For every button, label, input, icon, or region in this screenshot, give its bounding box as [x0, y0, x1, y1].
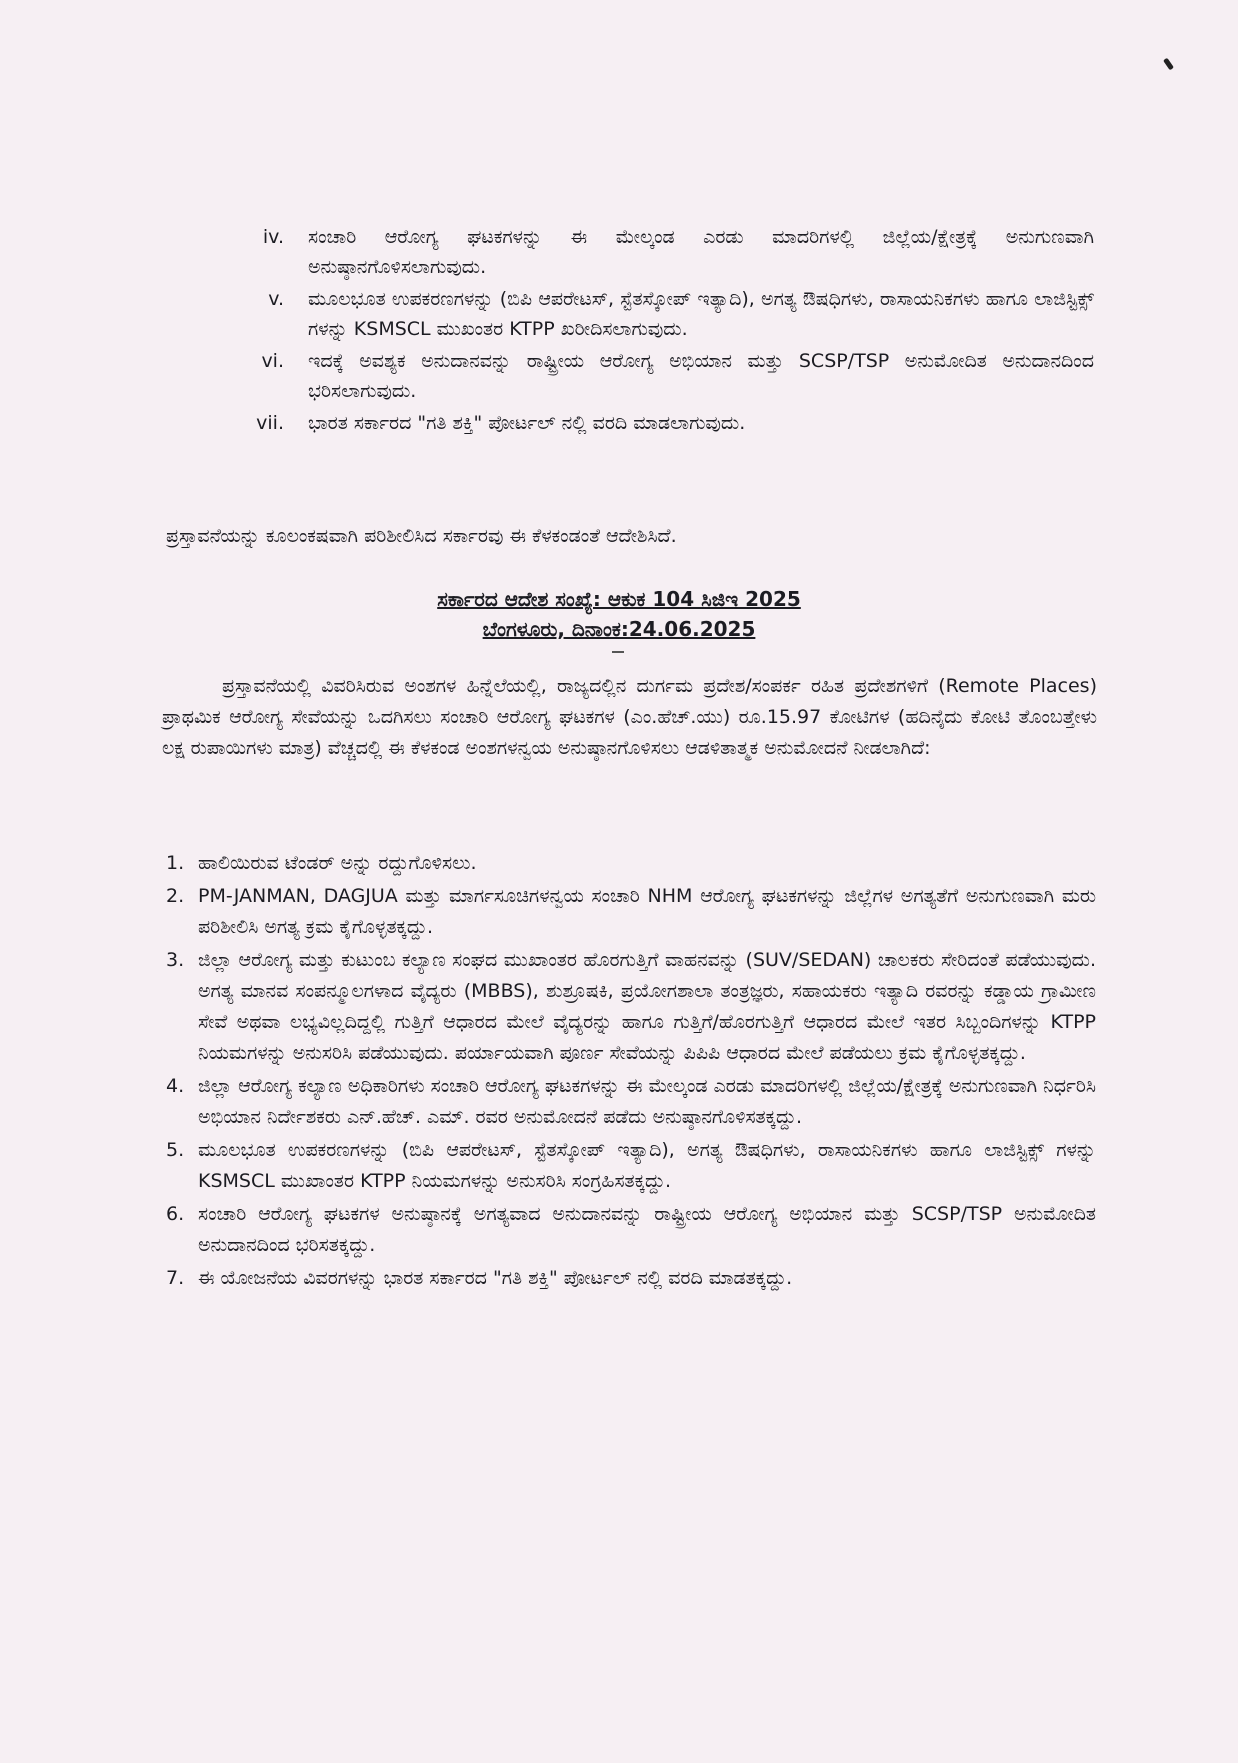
list-item-number: 4.: [166, 1075, 185, 1097]
list-item-text: ಸಂಚಾರಿ ಆರೋಗ್ಯ ಘಟಕಗಳನ್ನು ಈ ಮೇಲ್ಕಂಡ ಎರಡು ಮಾದರಿಗಳಲ್ಲಿ ಜಿಲ್ಲೆಯ/ಕ್ಷೇತ್ರಕ್ಕೆ ಅನುಗುಣವಾಗಿ ಅನುಷ್ಠಾನಗೊಳಿಸಲಾಗುವುದು.: [308, 226, 1094, 278]
list-item: [232, 284, 1094, 344]
list-item-text: ಜಿಲ್ಲಾ ಆರೋಗ್ಯ ಮತ್ತು ಕುಟುಂಬ ಕಲ್ಯಾಣ ಸಂಘದ ಮುಖಾಂತರ ಹೊರಗುತ್ತಿಗೆ ವಾಹನವನ್ನು (SUV/SEDAN) ಚಾಲಕರು ಸೇರಿದಂತೆ ಪಡೆಯುವುದು. ಅಗತ್ಯ ಮಾನವ ಸಂಪನ್ಮೂಲಗಳಾದ ವೈದ್ಯರು (MBBS), ಶುಶ್ರೂಷಕಿ, ಪ್ರಯೋಗಶಾಲಾ ತಂತ್ರಜ್ಞರು, ಸಹಾಯಕರು ಇತ್ಯಾದಿ ರವರನ್ನು ಕಡ್ಡಾಯ ಗ್ರಾಮೀಣ ಸೇವೆ ಅಥವಾ ಲಭ್ಯವಿಲ್ಲದಿದ್ದಲ್ಲಿ ಗುತ್ತಿಗೆ ಆಧಾರದ ಮೇಲೆ ವೈದ್ಯರನ್ನು ಹಾಗೂ ಗುತ್ತಿಗೆ/ಹೊರಗುತ್ತಿಗೆ ಆಧಾರದ ಮೇಲೆ ಇತರ ಸಿಬ್ಬಂದಿಗಳನ್ನು KTPP ನಿಯಮಗಳನ್ನು ಅನುಸರಿಸಿ ಪಡೆಯುವುದು. ಪರ್ಯಾಯವಾಗಿ ಪೂರ್ಣ ಸೇವೆಯನ್ನು ಪಿಪಿಪಿ ಆಧಾರದ ಮೇಲೆ ಪಡೆಯಲು ಕ್ರಮ ಕೈಗೊಳ್ಳತಕ್ಕದ್ದು.: [198, 949, 1096, 1064]
list-item-text: ಭಾರತ ಸರ್ಕಾರದ "ಗತಿ ಶಕ್ತಿ" ಪೋರ್ಟಲ್ ನಲ್ಲಿ ವರದಿ ಮಾಡಲಾಗುವುದು.: [308, 412, 746, 434]
list-item-text: ಜಿಲ್ಲಾ ಆರೋಗ್ಯ ಕಲ್ಯಾಣ ಅಧಿಕಾರಿಗಳು ಸಂಚಾರಿ ಆರೋಗ್ಯ ಘಟಕಗಳನ್ನು ಈ ಮೇಲ್ಕಂಡ ಎರಡು ಮಾದರಿಗಳಲ್ಲಿ ಜಿಲ್ಲೆಯ/ಕ್ಷೇತ್ರಕ್ಕೆ ಅನುಗುಣವಾಗಿ ನಿರ್ಧರಿಸಿ ಅಭಿಯಾನ ನಿರ್ದೇಶಕರು ಎನ್.ಹೆಚ್. ಎಮ್. ರವರ ಅನುಮೋದನೆ ಪಡೆದು ಅನುಷ್ಠಾನಗೊಳಿಸತಕ್ಕದ್ದು.: [198, 1075, 1096, 1128]
list-item-text: PM-JANMAN, DAGJUA ಮತ್ತು ಮಾರ್ಗಸೂಚಿಗಳನ್ವಯ ಸಂಚಾರಿ NHM ಆರೋಗ್ಯ ಘಟಕಗಳನ್ನು ಜಿಲ್ಲೆಗಳ ಅಗತ್ಯತೆಗೆ ಅನುಗುಣವಾಗಿ ಮರು ಪರಿಶೀಲಿಸಿ ಅಗತ್ಯ ಕ್ರಮ ಕೈಗೊಳ್ಳತಕ್ಕದ್ದು.: [198, 885, 1096, 938]
list-item: [166, 1071, 1096, 1133]
list-item-number: 5.: [166, 1139, 185, 1161]
list-item-text: ಸಂಚಾರಿ ಆರೋಗ್ಯ ಘಟಕಗಳ ಅನುಷ್ಠಾನಕ್ಕೆ ಅಗತ್ಯವಾದ ಅನುದಾನವನ್ನು ರಾಷ್ಟ್ರೀಯ ಆರೋಗ್ಯ ಅಭಿಯಾನ ಮತ್ತು SCSP/TSP ಅನುಮೋದಿತ ಅನುದಾನದಿಂದ ಭರಿಸತಕ್ಕದ್ದು.: [198, 1203, 1096, 1256]
list-item-number: 1.: [166, 852, 185, 874]
order-heading: [0, 584, 1238, 644]
intro-sentence: ಪ್ರಸ್ತಾವನೆಯನ್ನು ಕೂಲಂಕಷವಾಗಿ ಪರಿಶೀಲಿಸಿದ ಸರ್ಕಾರವು ಈ ಕೆಳಕಂಡಂತೆ ಆದೇಶಿಸಿದೆ.: [166, 525, 677, 547]
list-item: [166, 881, 1096, 943]
list-item-text: ಹಾಲಿಯಿರುವ ಟೆಂಡರ್ ಅನ್ನು ರದ್ದುಗೊಳಿಸಲು.: [198, 852, 477, 874]
list-item: [166, 848, 1096, 879]
list-item-number: 3.: [166, 949, 185, 971]
corner-tick-mark: [1163, 58, 1174, 71]
roman-numbered-list: [232, 222, 1094, 440]
order-date: ಬೆಂಗಳೂರು, ದಿನಾಂಕ:24.06.2025: [482, 617, 756, 641]
list-item-text: ಈ ಯೋಜನೆಯ ವಿವರಗಳನ್ನು ಭಾರತ ಸರ್ಕಾರದ "ಗತಿ ಶಕ್ತಿ" ಪೋರ್ಟಲ್ ನಲ್ಲಿ ವರದಿ ಮಾಡತಕ್ಕದ್ದು.: [198, 1267, 793, 1289]
list-item-number: 6.: [166, 1203, 185, 1225]
list-item-number: 7.: [166, 1267, 185, 1289]
list-item: [166, 1263, 1096, 1294]
order-number: ಸರ್ಕಾರದ ಆದೇಶ ಸಂಖ್ಯೆ: ಆಕುಕ 104 ಸಿಜಿಇ 2025: [437, 587, 801, 611]
list-item-number: 2.: [166, 885, 185, 907]
list-item: [232, 408, 1094, 438]
list-item: [166, 1199, 1096, 1261]
small-dash-mark: [612, 651, 624, 653]
list-item-text: ಮೂಲಭೂತ ಉಪಕರಣಗಳನ್ನು (ಬಿಪಿ ಆಪರೇಟಸ್, ಸ್ಟೆತಸ್ಕೋಪ್ ಇತ್ಯಾದಿ), ಅಗತ್ಯ ಔಷಧಿಗಳು, ರಾಸಾಯನಿಕಗಳು ಹಾಗೂ ಲಾಜಿಸ್ಟಿಕ್ಸ್ ಗಳನ್ನು KSMSCL ಮುಖಾಂತರ KTPP ನಿಯಮಗಳನ್ನು ಅನುಸರಿಸಿ ಸಂಗ್ರಹಿಸತಕ್ಕದ್ದು.: [198, 1139, 1096, 1192]
list-item-number: iv.: [262, 226, 284, 248]
list-item: [166, 945, 1096, 1069]
list-item-text: ಮೂಲಭೂತ ಉಪಕರಣಗಳನ್ನು (ಬಿಪಿ ಆಪರೇಟಸ್, ಸ್ಟೆತಸ್ಕೋಪ್ ಇತ್ಯಾದಿ), ಅಗತ್ಯ ಔಷಧಿಗಳು, ರಾಸಾಯನಿಕಗಳು ಹಾಗೂ ಲಾಜಿಸ್ಟಿಕ್ಸ್ ಗಳನ್ನು KSMSCL ಮುಖಂತರ KTPP ಖರೀದಿಸಲಾಗುವುದು.: [308, 288, 1094, 340]
list-item: [232, 222, 1094, 282]
numbered-list: [166, 848, 1096, 1296]
list-item: [166, 1135, 1096, 1197]
list-item: [232, 346, 1094, 406]
list-item-number: vii.: [256, 412, 284, 434]
list-item-text: ಇದಕ್ಕೆ ಅವಶ್ಯಕ ಅನುದಾನವನ್ನು ರಾಷ್ಟ್ರೀಯ ಆರೋಗ್ಯ ಅಭಿಯಾನ ಮತ್ತು SCSP/TSP ಅನುಮೋದಿತ ಅನುದಾನದಿಂದ ಭರಿಸಲಾಗುವುದು.: [308, 350, 1094, 402]
list-item-number: v.: [268, 288, 284, 310]
main-paragraph: ಪ್ರಸ್ತಾವನೆಯಲ್ಲಿ ವಿವರಿಸಿರುವ ಅಂಶಗಳ ಹಿನ್ನೆಲೆಯಲ್ಲಿ, ರಾಜ್ಯದಲ್ಲಿನ ದುರ್ಗಮ ಪ್ರದೇಶ/ಸಂಪರ್ಕ ರಹಿತ ಪ್ರದೇಶಗಳಿಗೆ (Remote Places) ಪ್ರಾಥಮಿಕ ಆರೋಗ್ಯ ಸೇವೆಯನ್ನು ಒದಗಿಸಲು ಸಂಚಾರಿ ಆರೋಗ್ಯ ಘಟಕಗಳ (ಎಂ.ಹೆಚ್.ಯು) ರೂ.15.97 ಕೋಟಿಗಳ (ಹದಿನೈದು ಕೋಟಿ ತೊಂಬತ್ತೇಳು ಲಕ್ಷ ರುಪಾಯಿಗಳು ಮಾತ್ರ) ವೆಚ್ಚದಲ್ಲಿ ಈ ಕೆಳಕಂಡ ಅಂಶಗಳನ್ವಯ ಅನುಷ್ಠಾನಗೊಳಿಸಲು ಆಡಳಿತಾತ್ಮಕ ಅನುಮೋದನೆ ನೀಡಲಾಗಿದೆ:: [162, 675, 1097, 759]
list-item-number: vi.: [261, 350, 284, 372]
